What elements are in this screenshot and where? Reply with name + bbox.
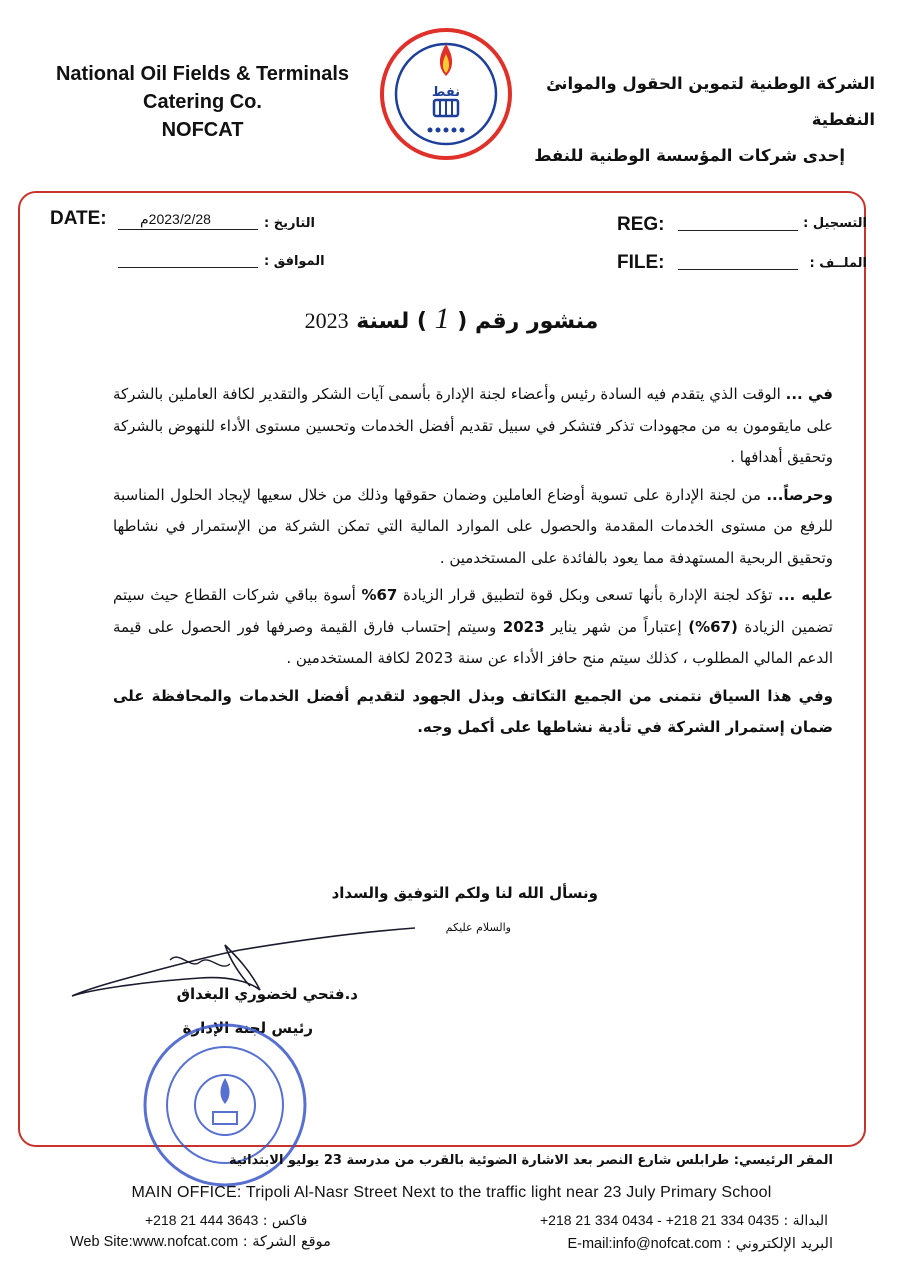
paragraph-1-text: الوقت الذي يتقدم فيه السادة رئيس وأعضاء لجنة الإدارة بأسمى آيات الشكر والتقدير لكافة العاملين بالشركة على مايقومون به من مجهودات تذكر فتشكر في سبيل تقديم أفضل الخدمات وتحسين مستوى الأداء للنهوض بالشركة وتحقيق أهدافها .	[113, 385, 833, 466]
corresponding-label-ar: الموافق :	[264, 254, 325, 269]
footer-address-en: MAIN OFFICE: Tripoli Al-Nasr Street Next to the traffic light near 23 July Primary School	[131, 1184, 772, 1201]
email-label: البريد الإلكتروني :	[726, 1236, 833, 1252]
reg-line	[678, 230, 798, 231]
circular-title	[0, 302, 903, 336]
signer-title: رئيس لجنة الإدارة	[182, 1019, 313, 1037]
company-name-en-line1: National Oil Fields & Terminals	[55, 63, 350, 85]
fax	[145, 1212, 307, 1229]
reg-label-ar: التسجيل :	[803, 216, 867, 231]
footer-address-ar: المقر الرئيسي: طرابلس شارع النصر بعد الاشارة الضوئية بالقرب من مدرسة 23 يوليو الابتدائية	[229, 1153, 833, 1168]
paragraph-4: وفي هذا السياق نتمنى من الجميع التكاتف وبذل الجهود لتقديم أفضل الخدمات والمحافظة على ضمان إستمرار الشركة في تأدية نشاطها على أكمل وجه.	[113, 686, 833, 736]
date-label-en: DATE:	[50, 208, 107, 229]
email	[567, 1236, 833, 1252]
company-name-ar-line1: الشركة الوطنية لتموين الحقول والموانئ النفطية	[546, 74, 875, 129]
nofcat-logo-icon	[378, 26, 514, 162]
paragraph-2	[113, 480, 833, 575]
company-name-ar	[525, 66, 875, 174]
fax-label: فاكس :	[262, 1213, 308, 1229]
date-line	[118, 229, 258, 230]
circular-title-suffix: ) لسنة	[356, 309, 427, 334]
paragraph-1	[113, 379, 833, 474]
paragraph-1-lead: في ...	[785, 385, 833, 403]
paragraph-3-text-d: وسيتم إحتساب فارق القيمة وصرفها فور الحصول على قيمة الدعم المالي المطلوب ، كذلك سيتم منح حافز الأداء عن سنة 2023 لكافة المستخدمين .	[113, 617, 833, 667]
company-name-en-line3: NOFCAT	[161, 119, 244, 141]
circular-body	[113, 379, 833, 750]
file-label-en: FILE:	[617, 252, 665, 273]
website-url[interactable]: Web Site:www.nofcat.com	[70, 1234, 239, 1250]
website	[70, 1234, 331, 1250]
circular-title-prefix: منشور رقم (	[457, 309, 599, 334]
paragraph-3-lead: عليه ...	[778, 586, 833, 604]
fax-number: +218 21 444 3643	[145, 1212, 259, 1228]
company-name-en-line2: Catering Co.	[143, 91, 262, 113]
paragraph-3-text-b: أسوة بباقي شركات القطاع حيث سيتم تضمين الزيادة	[113, 586, 833, 636]
company-name-en	[30, 60, 375, 144]
switchboard	[540, 1212, 828, 1229]
paragraph-3-pct2: (67%)	[688, 617, 738, 636]
salam-line: والسلام عليكم	[445, 921, 511, 934]
paragraph-3-text-a: تؤكد لجنة الإدارة بأنها تسعى وبكل قوة لتطبيق قرار الزيادة	[397, 586, 779, 604]
file-line	[678, 269, 798, 270]
date-value: 2023/2/28م	[140, 211, 211, 227]
switchboard-numbers: +218 21 334 0434 - +218 21 334 0435	[539, 1212, 779, 1228]
website-label: موقع الشركة :	[242, 1234, 331, 1250]
switchboard-label: البدالة :	[783, 1213, 828, 1229]
email-address[interactable]: E-mail:info@nofcat.com	[567, 1236, 722, 1252]
paragraph-3-year: 2023	[502, 617, 545, 636]
paragraph-3	[113, 580, 833, 675]
signer-name: د.فتحي لخضوري البغداق	[176, 985, 358, 1003]
closing-line: ونسأل الله لنا ولكم التوفيق والسداد	[331, 884, 598, 902]
reg-label-en: REG:	[617, 214, 665, 235]
corresponding-line	[118, 267, 258, 268]
logo-text: نفط	[431, 85, 461, 100]
paragraph-3-text-c: إعتباراً من شهر يناير	[544, 617, 689, 636]
date-label-ar: التاريخ :	[264, 216, 315, 231]
circular-year: 2023	[304, 308, 349, 333]
paragraph-3-pct1: 67%	[361, 586, 398, 604]
file-label-ar: الملــف :	[809, 256, 867, 271]
paragraph-2-lead: وحرصاً...	[766, 485, 833, 504]
paragraph-2-text: من لجنة الإدارة على تسوية أوضاع العاملين وضمان حقوقها وذلك من خلال سعيها لإيجاد الحلول المناسبة للرفع من مستوى الخدمات المقدمة والحصول على الموارد المالية التي تمكن الشركة من الإستمرار في نشاطها وتحقيق الربحية المستهدفة مما يعود بالفائدة على المستخدمين .	[113, 485, 833, 567]
company-name-ar-line2: إحدى شركات المؤسسة الوطنية للنفط	[534, 146, 845, 165]
circular-number: 1	[434, 302, 450, 335]
